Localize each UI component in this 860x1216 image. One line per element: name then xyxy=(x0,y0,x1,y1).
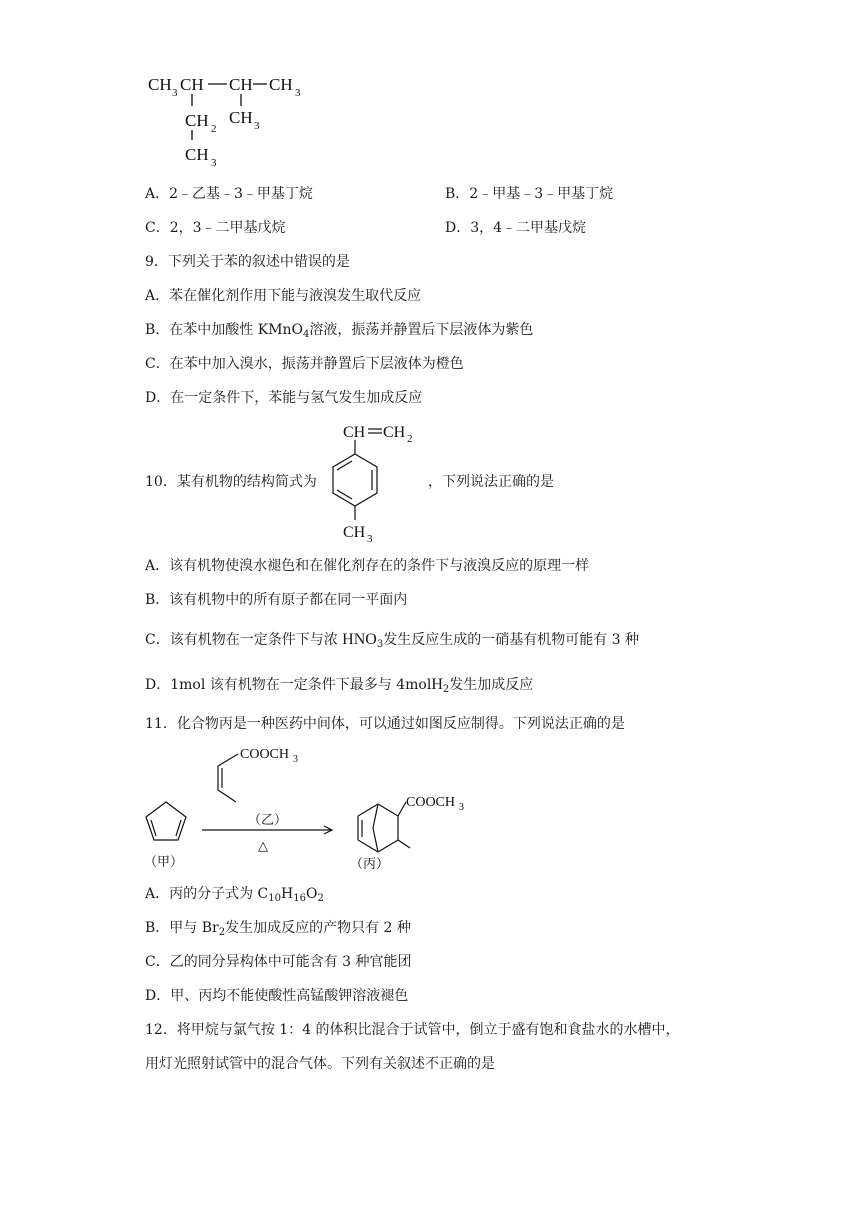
svg-text:3: 3 xyxy=(459,802,464,813)
svg-text:COOCH: COOCH xyxy=(406,795,456,810)
q11-product-label: （丙） xyxy=(350,856,390,871)
q10-option-c-pre: C．该有机物在一定条件下与浓 xyxy=(145,632,338,648)
svg-text:3: 3 xyxy=(211,157,217,169)
svg-text:CH: CH xyxy=(269,75,293,94)
q9-option-b xyxy=(145,320,533,340)
q11-option-a-h-subscript: 16 xyxy=(293,893,306,904)
q9-option-b-subscript: 4 xyxy=(303,329,310,340)
svg-text:CH: CH xyxy=(383,424,406,441)
q8-option-c: C．2，3﹣二甲基戊烷 xyxy=(145,220,286,236)
q11-option-b-subscript: 2 xyxy=(218,927,226,938)
q11-option-a-c-subscript: 10 xyxy=(268,893,282,904)
q11-option-a xyxy=(145,884,324,904)
svg-text:CH: CH xyxy=(229,75,253,94)
q10-option-d-reagent: H xyxy=(431,676,443,693)
q9-option-b-pre: B．在苯中加酸性 KMnO xyxy=(145,322,304,338)
q10-stem-pre: 10．某有机物的结构简式为 xyxy=(145,474,317,490)
q9-stem: 9．下列关于苯的叙述中错误的是 xyxy=(145,254,350,270)
q8-option-d: D．3，4﹣二甲基戊烷 xyxy=(445,220,587,236)
q11-option-a-h: H xyxy=(281,886,294,902)
svg-text:CH: CH xyxy=(229,108,253,127)
q9-option-c: C．在苯中加入溴水，振荡并静置后下层液体为橙色 xyxy=(145,356,464,372)
q11-option-d: D．甲、丙均不能使酸性高锰酸钾溶液褪色 xyxy=(145,988,409,1004)
q11-option-b-pre: B．甲与 Br xyxy=(145,920,219,936)
q8-option-b: B．2﹣甲基﹣3﹣甲基丁烷 xyxy=(445,186,614,202)
svg-text:3: 3 xyxy=(172,87,178,99)
q11-option-c: C．乙的同分异构体中可能含有 3 种官能团 xyxy=(145,954,412,970)
svg-text:3: 3 xyxy=(293,754,298,765)
q11-option-a-pre: A．丙的分子式为 C xyxy=(145,886,269,902)
q8-option-a: A．2﹣乙基﹣3﹣甲基丁烷 xyxy=(145,186,313,202)
q10-structure-diagram xyxy=(325,420,425,544)
q11-reactant-label: （甲） xyxy=(144,854,184,869)
q10-option-c-reagent: HNO xyxy=(342,631,377,648)
svg-text:COOCH: COOCH xyxy=(240,747,290,762)
q12-stem-line2: 用灯光照射试管中的混合气体。下列有关叙述不正确的是 xyxy=(145,1056,495,1072)
q10-option-d-post: 发生加成反应 xyxy=(449,677,534,693)
q10-option-d-subscript: 2 xyxy=(442,684,450,695)
q11-option-b-post: 发生加成反应的产物只有 2 种 xyxy=(225,920,411,936)
q10-option-c xyxy=(145,630,639,650)
q10-option-d xyxy=(145,675,533,695)
svg-text:CH: CH xyxy=(343,424,366,441)
q11-stem: 11．化合物丙是一种医药中间体，可以通过如图反应制得。下列说法正确的是 xyxy=(145,716,625,732)
q11-option-a-o: O xyxy=(305,886,318,902)
q11-option-b xyxy=(145,918,411,938)
q9-option-a: A．苯在催化剂作用下能与液溴发生取代反应 xyxy=(145,288,422,304)
svg-text:CH: CH xyxy=(180,75,204,94)
q10-stem-post: ，下列说法正确的是 xyxy=(428,474,554,490)
q11-option-a-o-subscript: 2 xyxy=(317,893,324,904)
svg-text:CH: CH xyxy=(148,75,172,94)
q11-reaction-diagram xyxy=(140,738,480,874)
svg-text:3: 3 xyxy=(295,87,301,99)
svg-text:CH: CH xyxy=(343,524,366,541)
svg-text:CH: CH xyxy=(185,145,209,164)
q10-option-b: B．该有机物中的所有原子都在同一平面内 xyxy=(145,592,408,608)
svg-text:CH: CH xyxy=(185,111,209,130)
q11-heat-condition: △ xyxy=(258,838,268,853)
svg-text:2: 2 xyxy=(211,123,217,135)
q10-option-a: A．该有机物使溴水褪色和在催化剂存在的条件下与液溴反应的原理一样 xyxy=(145,558,590,574)
q11-reagent-label: （乙） xyxy=(248,812,288,827)
q10-option-c-post: 发生反应生成的一硝基有机物可能有 3 种 xyxy=(383,632,640,648)
svg-text:3: 3 xyxy=(254,120,260,132)
svg-text:2: 2 xyxy=(407,433,413,445)
svg-text:3: 3 xyxy=(367,533,373,544)
q8-structure-diagram xyxy=(145,66,325,172)
q12-stem-line1: 12．将甲烷与氯气按 1：4 的体积比混合于试管中，倒立于盛有饱和食盐水的水槽中， xyxy=(145,1022,680,1038)
q10-option-d-pre: D．1mol 该有机物在一定条件下最多与 4mol xyxy=(145,677,432,693)
q9-option-d: D．在一定条件下，苯能与氢气发生加成反应 xyxy=(145,390,423,406)
q9-option-b-post: 溶液，振荡并静置后下层液体为紫色 xyxy=(309,322,534,338)
q10-option-c-subscript: 3 xyxy=(376,639,384,650)
